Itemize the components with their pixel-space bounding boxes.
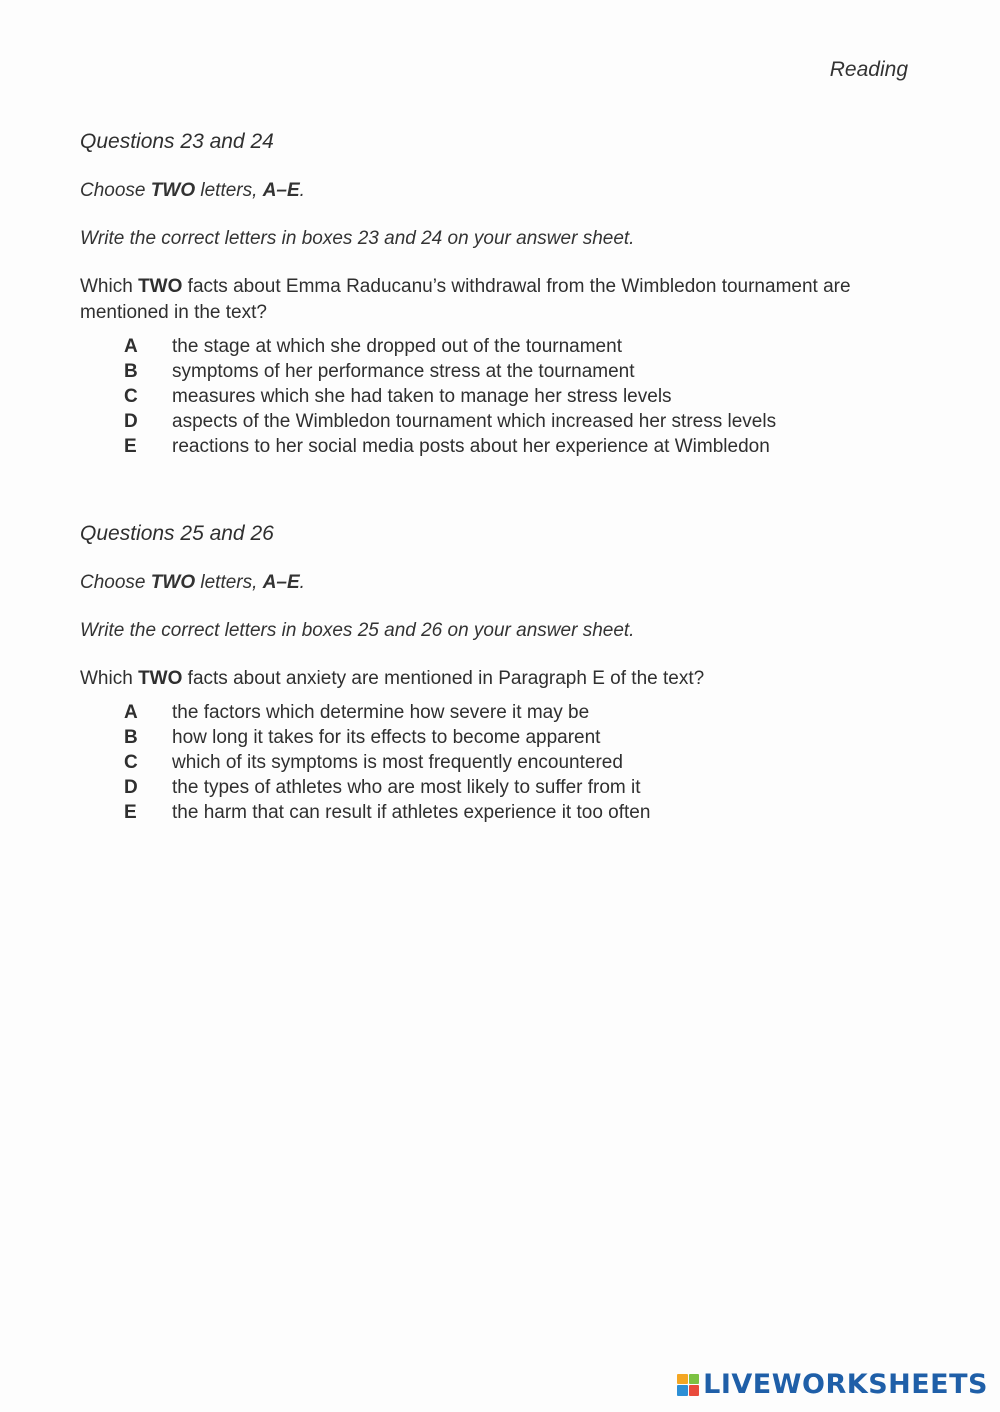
choose-bold-word: TWO xyxy=(150,572,196,593)
questions-23-24-section xyxy=(80,128,920,459)
question-text xyxy=(80,666,910,692)
question-prefix: Which xyxy=(80,668,139,689)
option-text: reactions to her social media posts about her experience at Wimbledon xyxy=(172,436,770,457)
choose-prefix: Choose xyxy=(80,572,151,593)
choose-bold-range: A–E xyxy=(262,180,300,201)
question-prefix: Which xyxy=(80,276,139,297)
section-heading: Questions 23 and 24 xyxy=(80,130,274,153)
option-b xyxy=(124,359,920,384)
option-letter: D xyxy=(124,411,138,432)
option-c xyxy=(124,750,920,775)
option-text: the factors which determine how severe it may be xyxy=(172,702,590,723)
liveworksheets-brand[interactable] xyxy=(677,1369,988,1400)
option-text: measures which she had taken to manage her stress levels xyxy=(172,386,672,407)
option-c xyxy=(124,384,920,409)
choose-middle: letters, xyxy=(195,572,263,593)
running-header: Reading xyxy=(829,58,908,81)
option-letter: C xyxy=(124,386,138,407)
choose-instruction xyxy=(80,178,920,204)
option-d xyxy=(124,409,920,434)
choose-bold-word: TWO xyxy=(150,180,196,201)
brand-text: LIVEWORKSHEETS xyxy=(703,1369,988,1400)
liveworksheets-logo-icon xyxy=(677,1374,699,1396)
question-rest: facts about Emma Raducanu’s withdrawal from the Wimbledon tournament are mentioned in the text? xyxy=(80,276,851,323)
option-text: the harm that can result if athletes experience it too often xyxy=(172,802,651,823)
choose-prefix: Choose xyxy=(80,180,151,201)
option-a xyxy=(124,700,920,725)
section-heading: Questions 25 and 26 xyxy=(80,522,274,545)
option-letter: A xyxy=(124,702,138,723)
write-instruction: Write the correct letters in boxes 23 and 24 on your answer sheet. xyxy=(80,228,635,249)
logo-tile xyxy=(677,1385,688,1396)
choose-bold-range: A–E xyxy=(262,572,300,593)
option-text: aspects of the Wimbledon tournament which increased her stress levels xyxy=(172,411,777,432)
option-letter: E xyxy=(124,436,137,457)
option-letter: B xyxy=(124,361,138,382)
option-text: symptoms of her performance stress at the tournament xyxy=(172,361,635,382)
option-text: how long it takes for its effects to become apparent xyxy=(172,727,601,748)
choose-middle: letters, xyxy=(195,180,263,201)
write-instruction: Write the correct letters in boxes 25 and 26 on your answer sheet. xyxy=(80,620,635,641)
question-bold-word: TWO xyxy=(138,276,183,297)
question-text xyxy=(80,274,910,326)
question-bold-word: TWO xyxy=(138,668,183,689)
option-letter: C xyxy=(124,752,138,773)
option-letter: A xyxy=(124,336,138,357)
option-e xyxy=(124,800,920,825)
option-b xyxy=(124,725,920,750)
option-d xyxy=(124,775,920,800)
choose-suffix: . xyxy=(299,180,305,201)
choose-suffix: . xyxy=(299,572,305,593)
option-letter: D xyxy=(124,777,138,798)
logo-tile xyxy=(689,1374,700,1385)
option-a xyxy=(124,334,920,359)
choose-instruction xyxy=(80,570,920,596)
option-letter: E xyxy=(124,802,137,823)
option-list xyxy=(80,700,920,825)
logo-tile xyxy=(677,1374,688,1385)
option-list xyxy=(80,334,920,459)
question-rest: facts about anxiety are mentioned in Paragraph E of the text? xyxy=(182,668,705,689)
option-text: which of its symptoms is most frequently encountered xyxy=(172,752,623,773)
option-e xyxy=(124,434,920,459)
logo-tile xyxy=(689,1385,700,1396)
option-text: the stage at which she dropped out of the tournament xyxy=(172,336,622,357)
option-text: the types of athletes who are most likely to suffer from it xyxy=(172,777,641,798)
option-letter: B xyxy=(124,727,138,748)
questions-25-26-section xyxy=(80,520,920,825)
